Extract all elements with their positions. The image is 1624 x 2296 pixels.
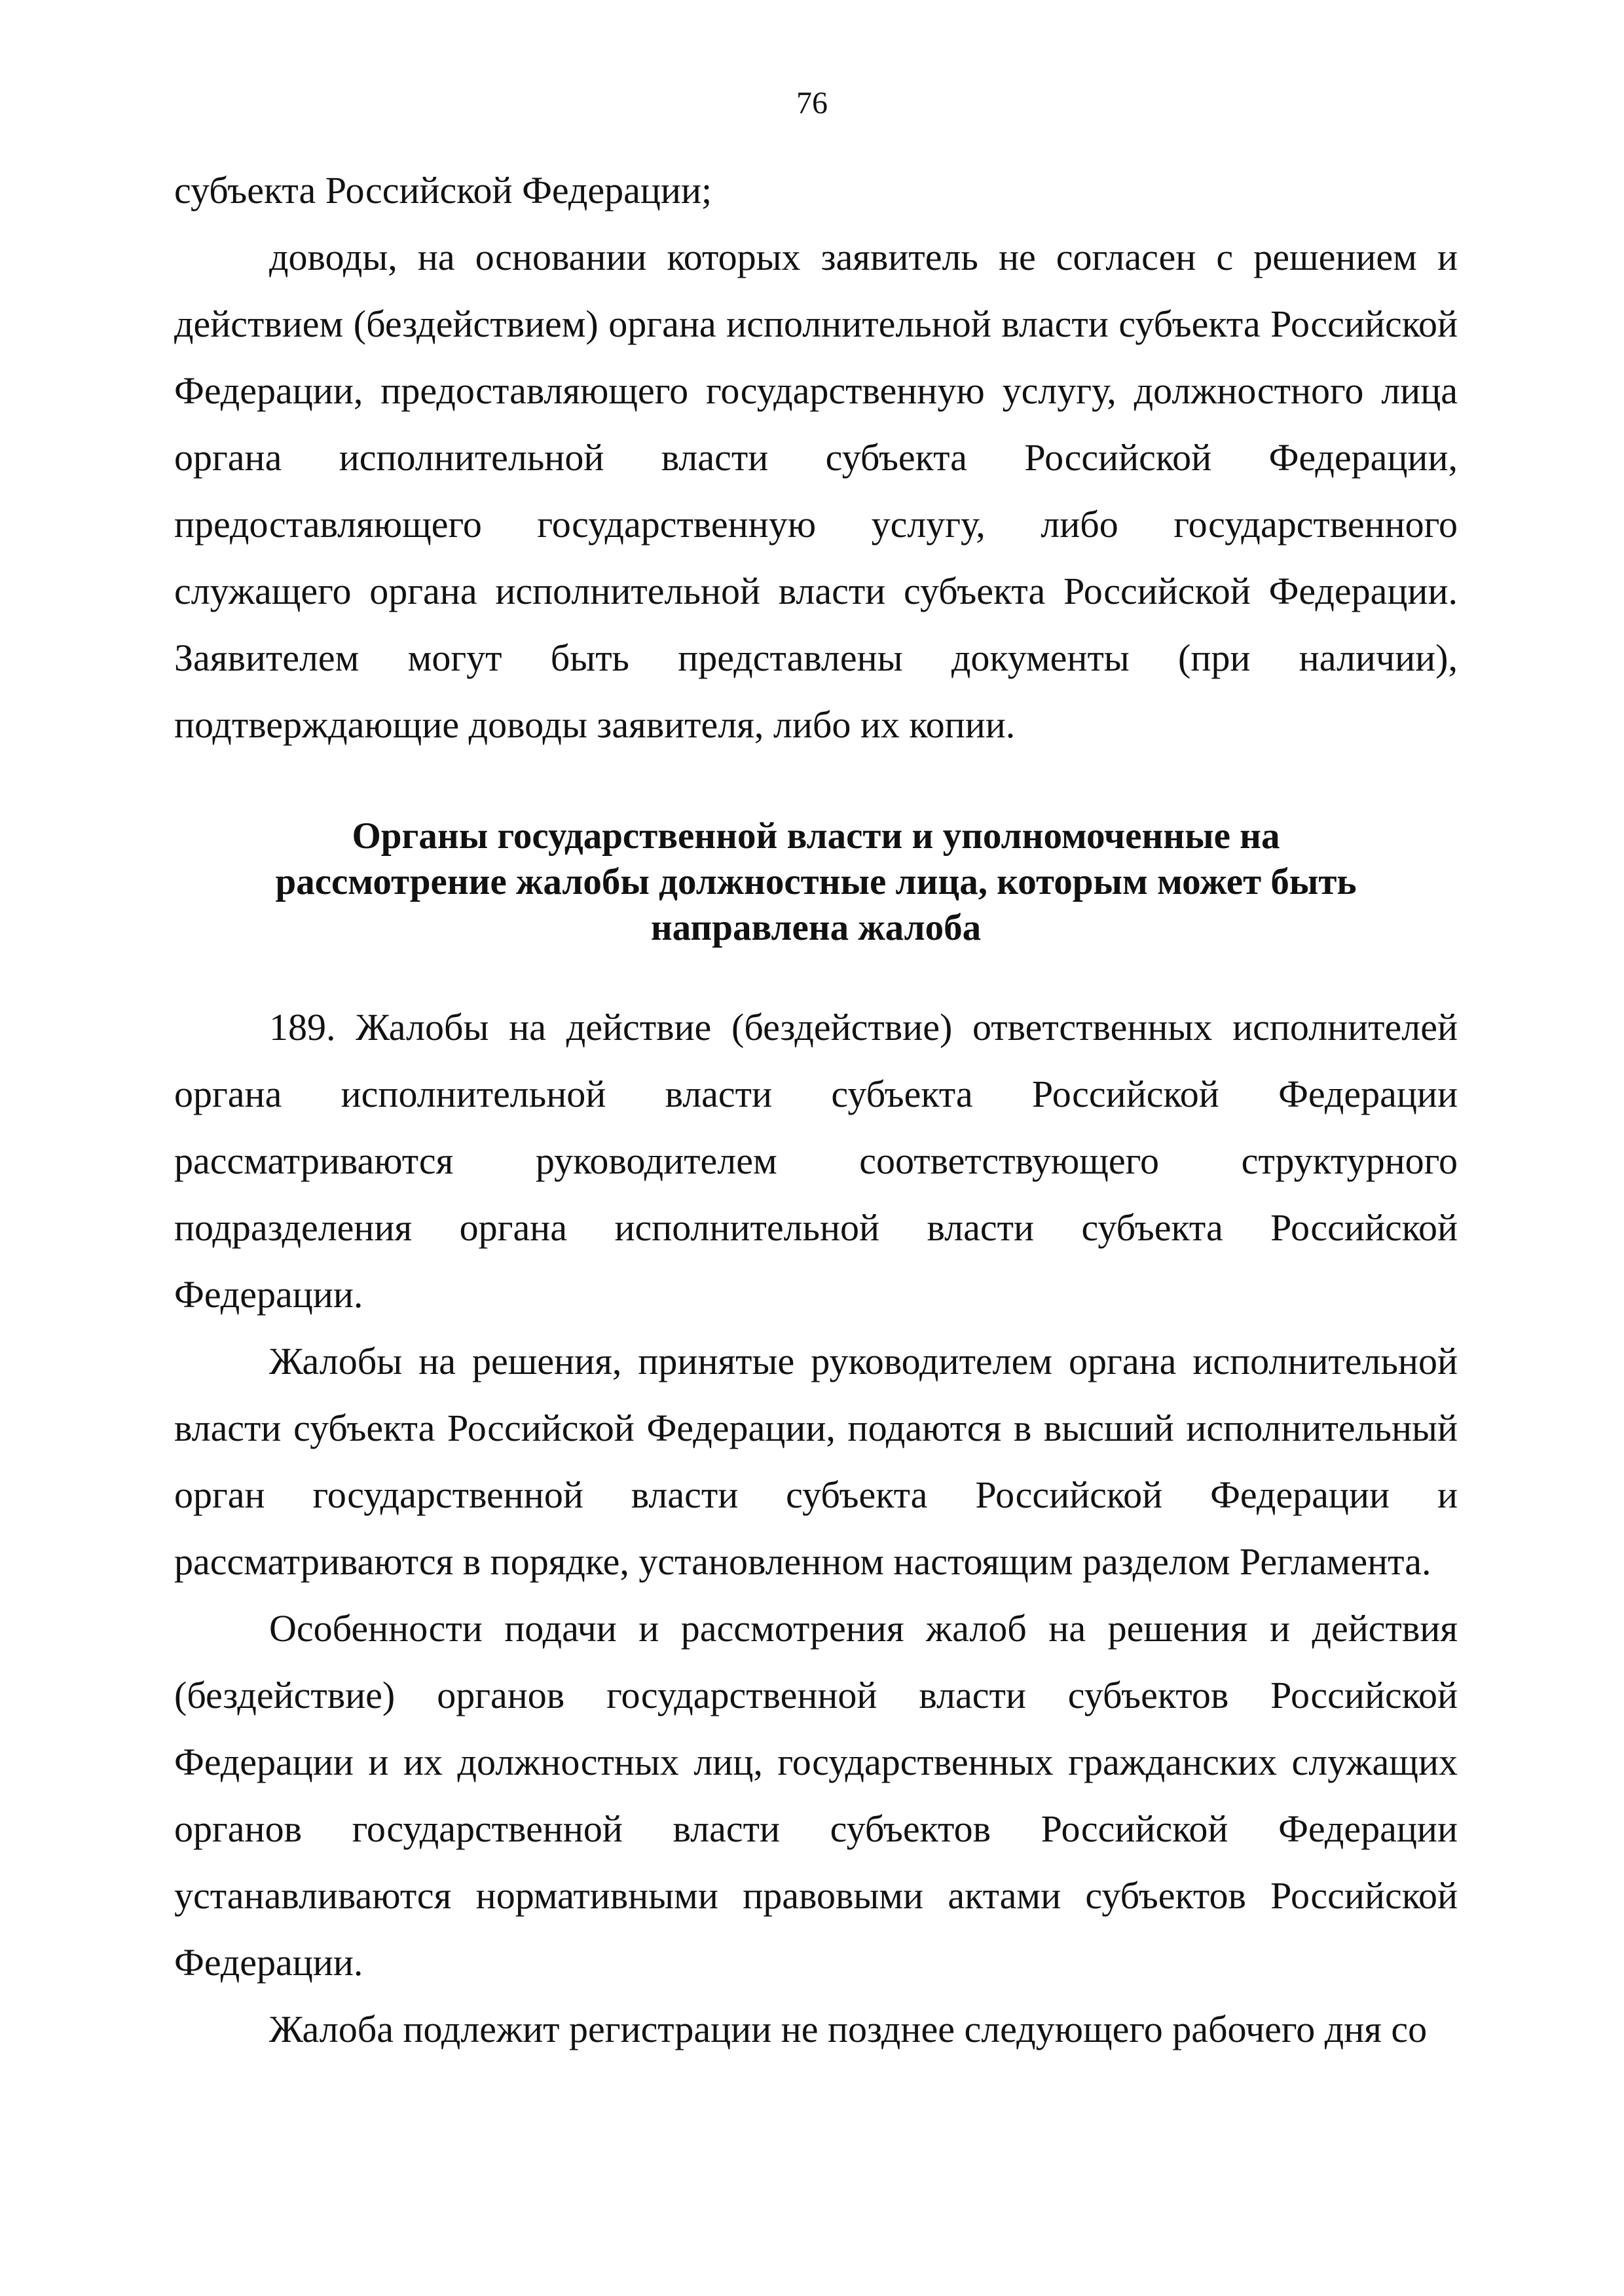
page-number: 76 [796, 86, 828, 120]
document-body [174, 157, 1458, 2063]
paragraph-189: 189. Жалобы на действие (бездействие) ответственных исполнителей органа исполнительной власти субъекта Российской Федерации рассматриваются руководителем соответствующего структурного подразделения органа исполнительной власти субъекта Российской Федерации. [174, 1006, 1458, 1316]
paragraph-complaints-head: Жалобы на решения, принятые руководителем органа исполнительной власти субъекта Российской Федерации, подаются в высший исполнительный орган государственной власти субъекта Российской Федерации и рассматриваются в порядке, установленном настоящим разделом Регламента. [174, 1340, 1458, 1583]
paragraph-continuation: субъекта Российской Федерации; [174, 169, 712, 212]
section-heading-line: рассмотрение жалобы должностные лица, которым может быть [275, 861, 1357, 902]
paragraph-arguments: доводы, на основании которых заявитель не согласен с решением и действием (бездействием) органа исполнительной власти субъекта Российской Федерации, предоставляющего государственную услугу, должностного лица органа исполнительной власти субъекта Российской Федерации, предоставляющего государственную услугу, либо государственного служащего органа исполнительной власти субъекта Российской Федерации. Заявителем могут быть представлены документы (при наличии), подтверждающие доводы заявителя, либо их копии. [174, 236, 1458, 746]
section-heading-line: Органы государственной власти и уполномоченные на [352, 815, 1280, 857]
paragraph-specifics: Особенности подачи и рассмотрения жалоб на решения и действия (бездействие) органов государственной власти субъектов Российской Федерации и их должностных лиц, государственных гражданских служащих органов государственной власти субъектов Российской Федерации устанавливаются нормативными правовыми актами субъектов Российской Федерации. [174, 1607, 1458, 1984]
section-heading-line: направлена жалоба [650, 907, 982, 948]
paragraph-registration: Жалоба подлежит регистрации не позднее следующего рабочего дня со [269, 2008, 1428, 2050]
section-heading [174, 813, 1458, 951]
